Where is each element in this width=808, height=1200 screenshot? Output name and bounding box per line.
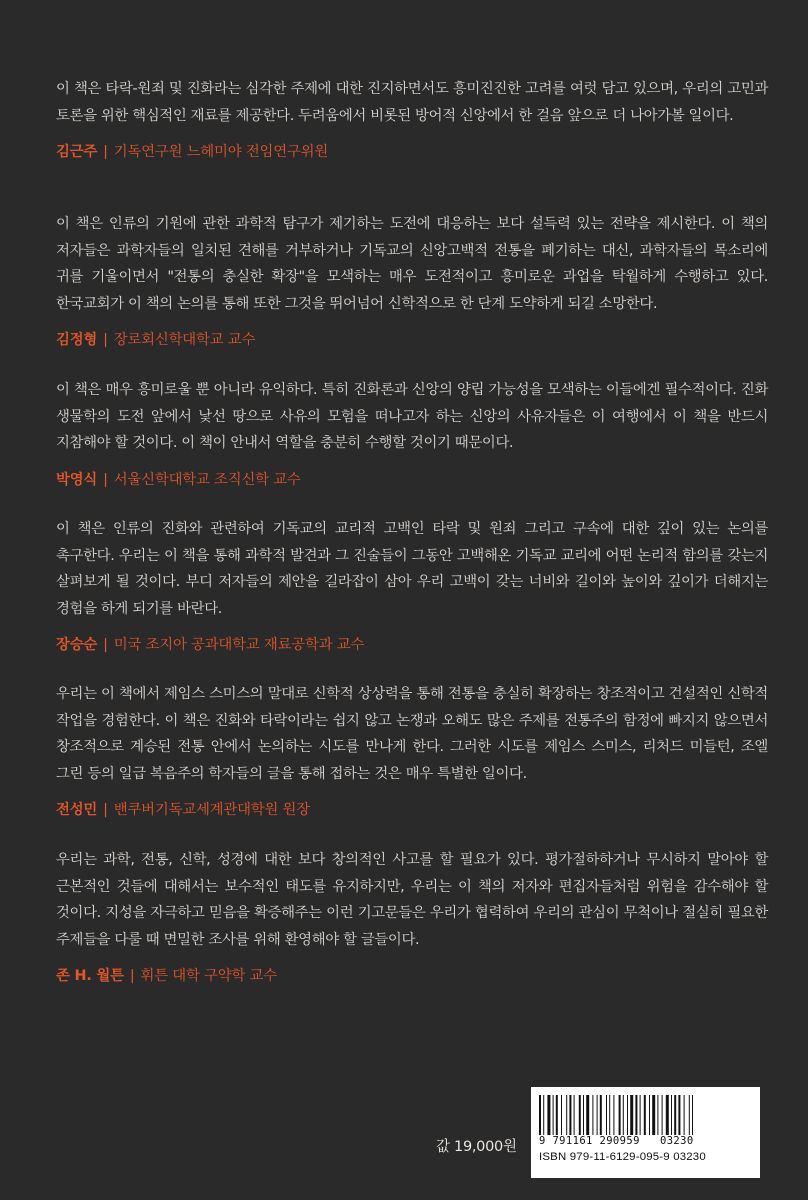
review-5: [56, 681, 768, 821]
attribution-separator: |: [103, 471, 108, 488]
reviewer-name: 박영식: [56, 471, 98, 488]
review-text: 우리는 과학, 전통, 신학, 성경에 대한 보다 창의적인 사고를 할 필요가 있다. 평가절하하거나 무시하지 말아야 할 근본적인 것들에 대해서는 보수적인 태도를 유지하지만, 우리는 이 책의 저자와 편집자들처럼 위험을 감수해야 할 것이다. 지성을 자극하고 믿음을 확증해주는 이런 기고문들은 우리가 협력하여 우리의 관심이 무척이나 절실히 필요한 주제들을 다룰 때 면밀한 조사를 위해 환영해야 할 글들이다.: [56, 852, 768, 948]
review-text: 이 책은 인류의 진화와 관련하여 기독교의 교리적 고백인 타락 및 원죄 그리고 구속에 대한 깊이 있는 논의를 촉구한다. 우리는 이 책을 통해 과학적 발견과 그 진술들이 그동안 고백해온 기독교 교리에 어떤 논리적 함의를 갖는지 살펴보게 될 것이다. 부디 저자들의 제안을 길라잡이 삼아 우리 고백이 갖는 너비와 길이와 높이와 깊이가 더해지는 경험을 하게 되기를 바란다.: [56, 521, 768, 617]
attribution-separator: |: [103, 144, 108, 160]
review-1: [56, 76, 768, 163]
attribution-separator: |: [129, 968, 135, 984]
barcode-bars: [531, 1087, 760, 1178]
review-text: 이 책은 매우 흥미로울 뿐 아니라 유익하다. 특히 진화론과 신앙의 양립 가능성을 모색하는 이들에겐 필수적이다. 진화 생물학의 도전 앞에서 낯선 땅으로 사유의 모험을 떠나고자 하는 신앙의 사유자들은 이 여행에서 이 책을 반드시 지참해야 할 것이다. 이 책이 안내서 역할을 충분히 수행할 것이기 때문이다.: [56, 382, 768, 451]
review-text: 이 책은 타락-원죄 및 진화라는 심각한 주제에 대한 진지하면서도 흥미진진한 고려를 여럿 담고 있으며, 우리의 고민과 토론을 위한 핵심적인 재료를 제공한다. 두려움에서 비롯된 방어적 신앙에서 한 걸음 앞으로 더 나아가볼 일이다.: [56, 81, 768, 124]
review-attribution: [56, 965, 768, 987]
review-attribution: [56, 469, 768, 491]
review-attribution: [56, 329, 768, 351]
barcode-digits: 9 791161 290959 03230: [539, 1135, 694, 1147]
reviewer-title: 서울신학대학교 조직신학 교수: [113, 471, 301, 488]
review-text: 우리는 이 책에서 제임스 스미스의 말대로 신학적 상상력을 통해 전통을 충실히 확장하는 창조적이고 건설적인 신학적 작업을 경험한다. 이 책은 진화와 타락이라는 쉽지 않고 논쟁과 오해도 많은 주제를 전통주의 함정에 빠지지 않으면서 창조적으로 계승된 전통 안에서 논의하는 시도를 만나게 한다. 그러한 시도를 제임스 스미스, 리처드 미들턴, 조엘 그린 등의 일급 복음주의 학자들의 글을 통해 접하는 것은 매우 특별한 일이다.: [56, 686, 768, 782]
attribution-separator: |: [103, 637, 108, 653]
reviewer-name: 김정형: [56, 332, 98, 348]
reviewer-title: 장로회신학대학교 교수: [113, 332, 256, 348]
attribution-separator: |: [103, 332, 108, 348]
reviewer-name: 전성민: [56, 802, 98, 818]
review-attribution: [56, 141, 768, 163]
price-label: 값 19,000원: [436, 1139, 517, 1155]
reviewer-title: 미국 조지아 공과대학교 재료공학과 교수: [113, 637, 365, 653]
reviewer-name: 김근주: [56, 144, 98, 160]
review-3: [56, 377, 768, 491]
review-6: [56, 847, 768, 987]
reviewer-title: 기독연구원 느헤미야 전임연구위원: [113, 144, 329, 160]
reviewer-title: 휘튼 대학 구약학 교수: [140, 968, 277, 984]
review-2: [56, 211, 768, 351]
attribution-separator: |: [103, 802, 108, 818]
reviewer-title: 밴쿠버기독교세계관대학원 원장: [113, 802, 310, 818]
review-text: 이 책은 인류의 기원에 관한 과학적 탐구가 제기하는 도전에 대응하는 보다 설득력 있는 전략을 제시한다. 이 책의 저자들은 과학자들의 일치된 견해를 거부하거나 기독교의 신앙고백적 전통을 폐기하는 대신, 과학자들의 목소리에 귀를 기울이면서 "전통의 충실한 확장"을 모색하는 매우 도전적이고 흥미로운 과업을 탁월하게 수행하고 있다. 한국교회가 이 책의 논의를 통해 또한 그것을 뛰어넘어 신학적으로 한 단계 도약하게 되길 소망한다.: [56, 216, 768, 312]
isbn-number: ISBN 979-11-6129-095-9 03230: [539, 1151, 706, 1163]
review-4: [56, 516, 768, 656]
review-attribution: [56, 799, 768, 821]
reviewer-name: 존 H. 월튼: [56, 968, 124, 984]
reviewer-name: 장승순: [56, 637, 98, 653]
isbn-barcode: [531, 1087, 760, 1178]
review-attribution: [56, 634, 768, 656]
